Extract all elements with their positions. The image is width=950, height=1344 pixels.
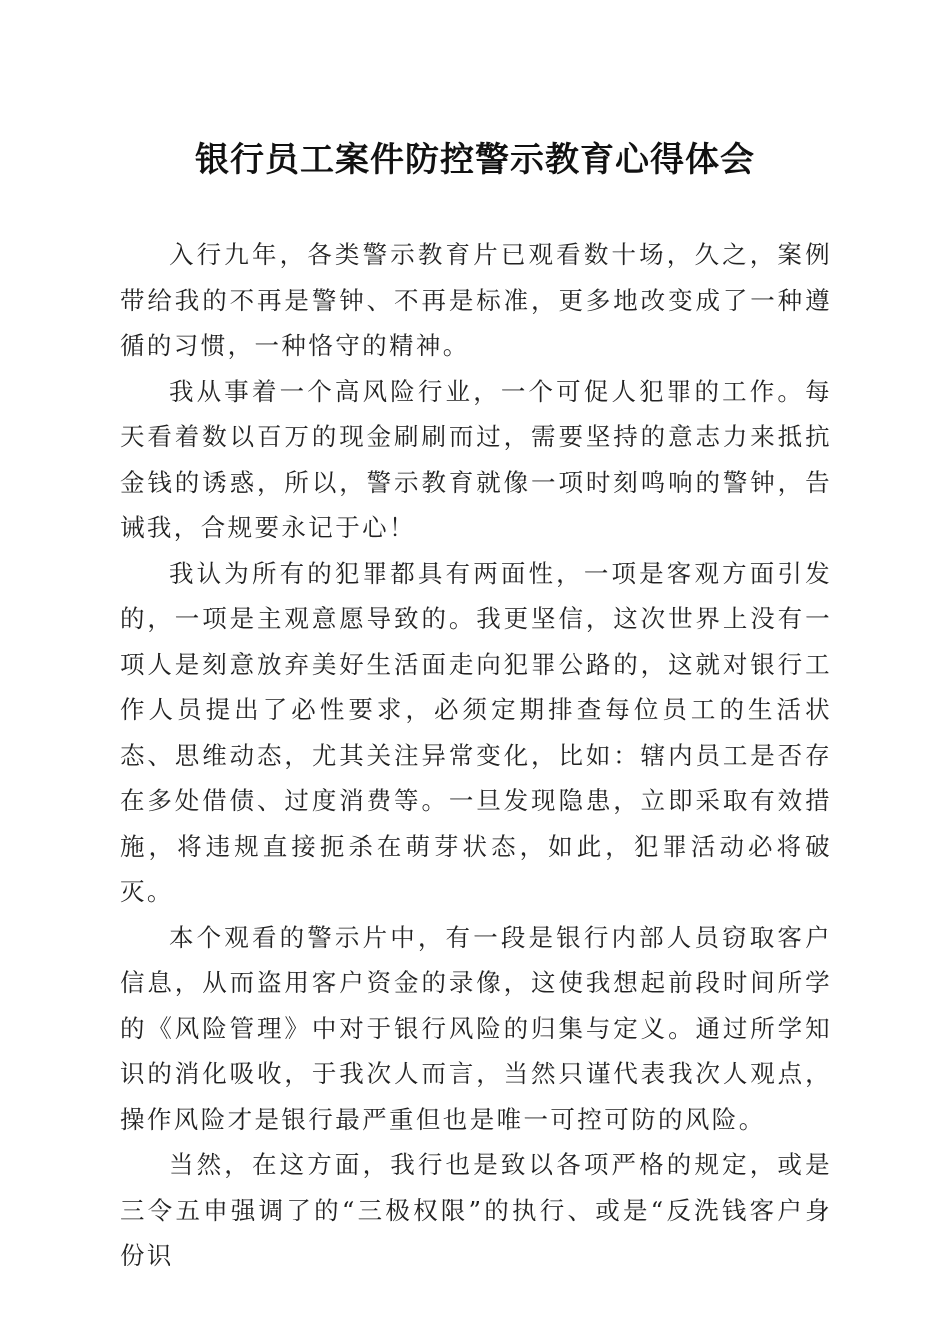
paragraph-4: 本个观看的警示片中，有一段是银行内部人员窃取客户信息，从而盗用客户资金的录像，这使我想起前段时间所学的《风险管理》中对于银行风险的归集与定义。通过所学知识的消化吸收，于我次人而言，当然只谨代表我次人观点，操作风险才是银行最严重但也是唯一可控可防的风险。 [120, 922, 832, 1134]
paragraph-1: 入行九年，各类警示教育片已观看数十场，久之，案例带给我的不再是警钟、不再是标准，更多地改变成了一种遵循的习惯，一种恪守的精神。 [120, 240, 832, 360]
paragraph-5: 当然，在这方面，我行也是致以各项严格的规定，或是三令五申强调了的“三极权限”的执行、或是“反洗钱客户身份识 [120, 1150, 832, 1270]
paragraph-2: 我从事着一个高风险行业，一个可促人犯罪的工作。每天看着数以百万的现金刷刷而过，需要坚持的意志力来抵抗金钱的诱惑，所以，警示教育就像一项时刻鸣响的警钟，告诫我，合规要永记于心！ [120, 376, 832, 542]
paragraph-3: 我认为所有的犯罪都具有两面性，一项是客观方面引发的，一项是主观意愿导致的。我更坚信，这次世界上没有一项人是刻意放弃美好生活面走向犯罪公路的，这就对银行工作人员提出了必性要求，必须定期排查每位员工的生活状态、思维动态，尤其关注异常变化，比如：辖内员工是否存在多处借债、过度消费等。一旦发现隐患，立即采取有效措施，将违规直接扼杀在萌芽状态，如此，犯罪活动必将破灭。 [120, 558, 832, 906]
document-body [120, 232, 832, 1279]
document-title: 银行员工案件防控警示教育心得体会 [195, 140, 755, 180]
